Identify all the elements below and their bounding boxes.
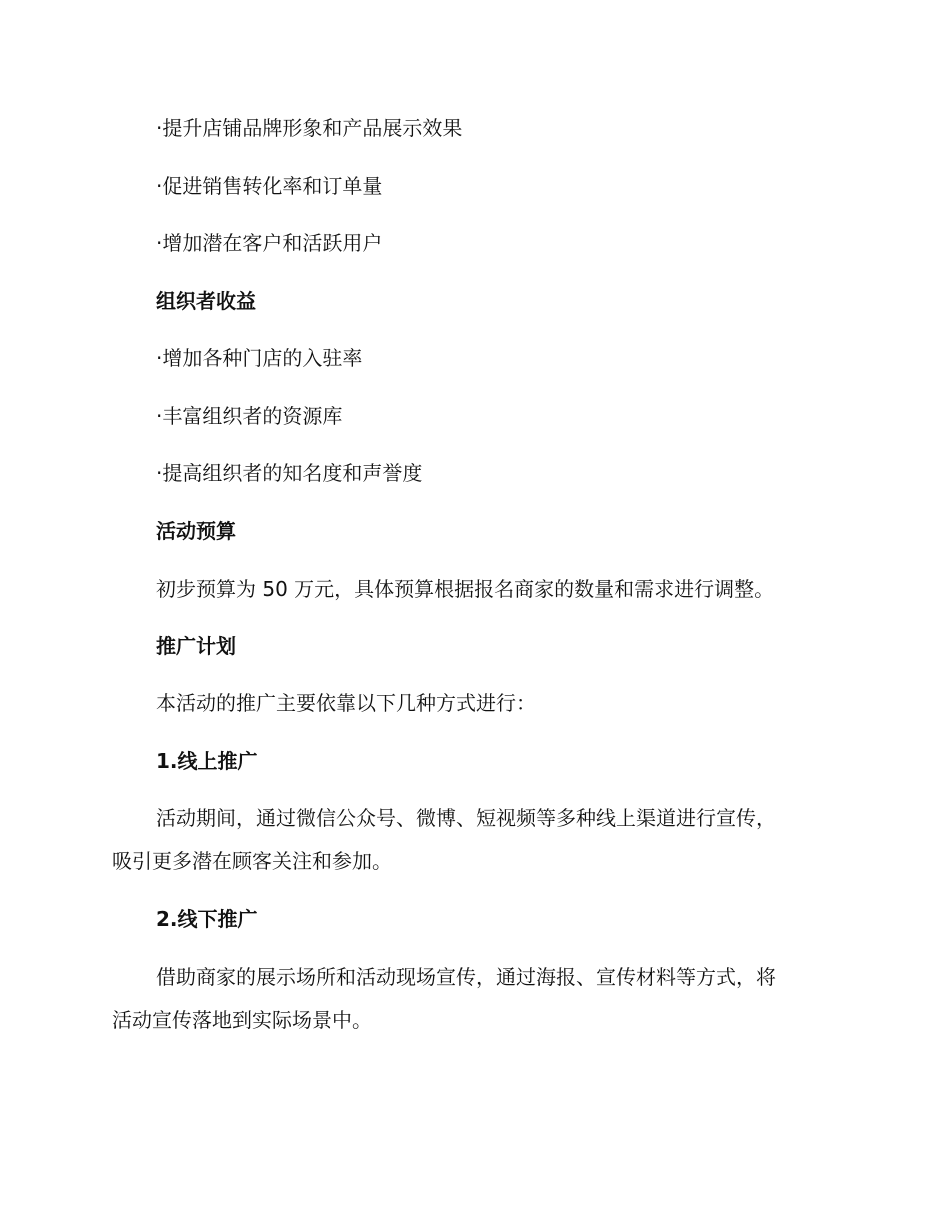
bullet-item: ·提高组织者的知名度和声誉度 xyxy=(156,461,423,485)
bullet-item: ·增加各种门店的入驻率 xyxy=(156,346,363,370)
offline-paragraph-line2: 活动宣传落地到实际场景中。 xyxy=(112,1008,372,1032)
offline-paragraph-line1: 借助商家的展示场所和活动现场宣传，通过海报、宣传材料等方式，将 xyxy=(156,965,776,989)
budget-text: 初步预算为 50 万元，具体预算根据报名商家的数量和需求进行调整。 xyxy=(156,577,775,601)
section-heading-budget: 活动预算 xyxy=(156,519,236,543)
section-heading-promotion: 推广计划 xyxy=(156,634,236,658)
bullet-item: ·丰富组织者的资源库 xyxy=(156,404,343,428)
online-paragraph-line2: 吸引更多潜在顾客关注和参加。 xyxy=(112,849,392,873)
subheading-offline: 2.线下推广 xyxy=(156,907,258,931)
promotion-intro: 本活动的推广主要依靠以下几种方式进行： xyxy=(156,691,536,715)
bullet-item: ·促进销售转化率和订单量 xyxy=(156,174,383,198)
online-paragraph-line1: 活动期间，通过微信公众号、微博、短视频等多种线上渠道进行宣传， xyxy=(156,806,776,830)
section-heading-organizer: 组织者收益 xyxy=(156,289,256,313)
bullet-item: ·增加潜在客户和活跃用户 xyxy=(156,231,383,255)
bullet-item: ·提升店铺品牌形象和产品展示效果 xyxy=(156,116,463,140)
subheading-online: 1.线上推广 xyxy=(156,749,258,773)
